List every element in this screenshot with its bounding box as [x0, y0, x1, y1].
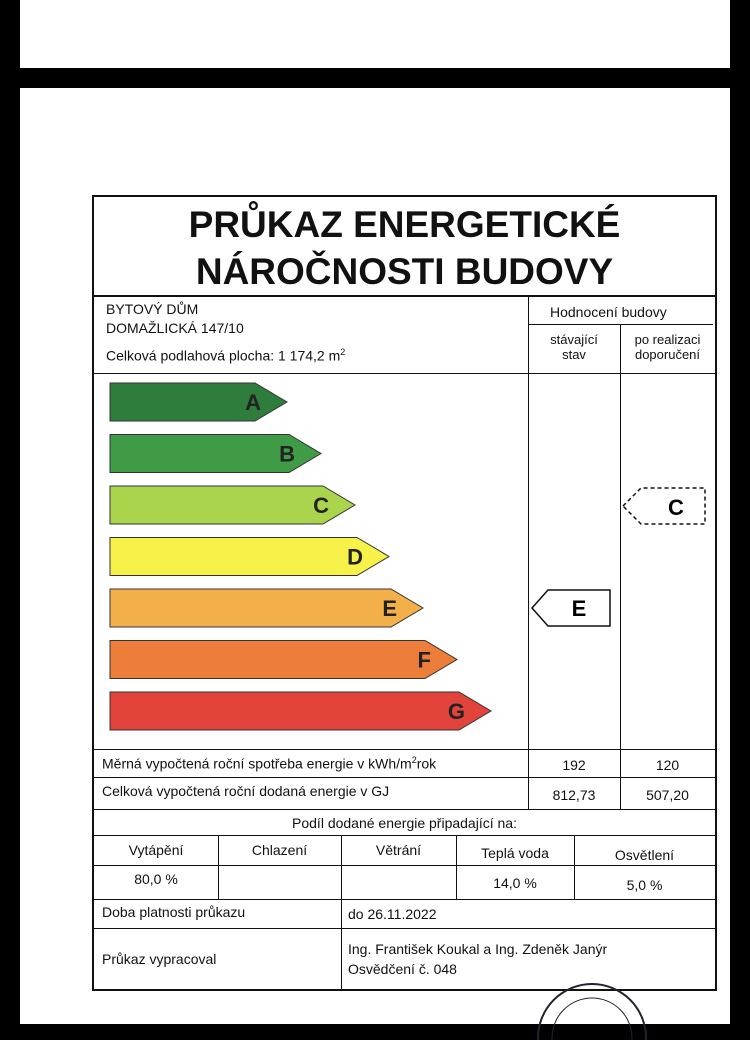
share-val-hot-water: 14,0 %	[493, 875, 537, 891]
current-label-l2: stav	[562, 347, 586, 362]
floor-area-text: Celková podlahová plocha: 1 174,2 m	[106, 347, 341, 364]
after-rating-marker	[620, 481, 715, 531]
specific-after-value: 120	[655, 757, 680, 773]
energy-certificate	[92, 195, 717, 991]
after-label-l2: doporučení	[634, 347, 701, 362]
total-current-value: 812,73	[552, 787, 596, 803]
title-line-1: PRŮKAZ ENERGETICKÉ	[188, 204, 621, 245]
class-label-b: B	[279, 441, 295, 467]
class-label-e: E	[382, 596, 397, 621]
building-type: BYTOVÝ DŮM	[106, 301, 199, 317]
after-rating-label: C	[668, 495, 684, 520]
specific-current-value: 192	[562, 757, 586, 773]
after-label-l1: po realizaci	[634, 332, 701, 347]
class-label-c: C	[313, 493, 329, 518]
share-col-ventilation: Větrání	[375, 842, 422, 858]
energy-share-header: Podíl dodané energie připadající na:	[292, 815, 517, 831]
total-energy-label: Celková vypočtená roční dodaná energie v GJ	[102, 783, 390, 799]
validity-label: Doba platnosti průkazu	[102, 904, 246, 920]
class-label-g: G	[447, 699, 465, 724]
current-label-l1: stávající	[550, 332, 598, 347]
share-col-lighting: Osvětlení	[614, 847, 675, 863]
current-rating-marker	[528, 583, 620, 633]
building-address: DOMAŽLICKÁ 147/10	[106, 320, 244, 336]
class-label-f: F	[417, 647, 431, 673]
class-arrows	[110, 383, 491, 730]
floor-area	[106, 347, 345, 364]
specific-consumption-label	[102, 755, 436, 772]
class-label-a: A	[245, 390, 261, 415]
share-col-heating: Vytápění	[128, 842, 184, 858]
after-state-label	[620, 332, 715, 362]
specific-label-end: rok	[416, 755, 437, 772]
share-col-hot-water: Teplá voda	[481, 845, 549, 861]
current-state-label	[528, 332, 620, 362]
share-val-heating: 80,0 %	[134, 871, 178, 887]
title-line-2: NÁROČNOSTI BUDOVY	[195, 251, 614, 292]
author-line-1: Ing. František Koukal a Ing. Zdeněk Janýr	[348, 941, 608, 957]
share-col-cooling: Chlazení	[251, 842, 308, 858]
author-label: Průkaz vypracoval	[102, 951, 217, 967]
class-arrow-f	[110, 641, 457, 679]
current-rating-label: E	[571, 596, 587, 621]
specific-label-sup: 2	[411, 755, 417, 765]
class-arrow-g	[110, 692, 491, 730]
top-paper-sheet	[20, 0, 730, 68]
class-label-d: D	[347, 544, 363, 570]
auditor-stamp	[536, 980, 656, 1040]
energy-class-scale	[94, 373, 528, 749]
specific-label-text: Měrná vypočtená roční spotřeba energie v kWh/m	[102, 755, 412, 772]
share-val-lighting: 5,0 %	[626, 877, 663, 893]
rating-header: Hodnocení budovy	[550, 304, 667, 320]
certificate-title	[94, 197, 715, 297]
validity-value: do 26.11.2022	[348, 906, 437, 922]
class-arrow-e	[110, 589, 423, 627]
author-line-2: Osvědčení č. 048	[348, 961, 457, 977]
total-after-value: 507,20	[646, 787, 689, 803]
floor-area-sup: 2	[340, 347, 346, 357]
